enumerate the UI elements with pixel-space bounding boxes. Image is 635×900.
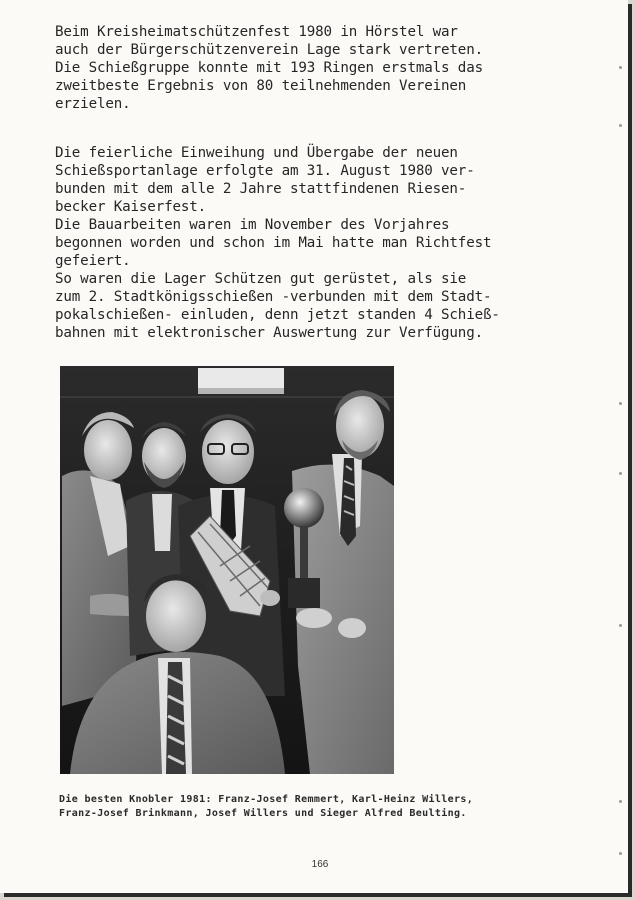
text-line: begonnen worden und schon im Mai hatte man Richtfest bbox=[55, 235, 492, 251]
text-line: bunden mit dem alle 2 Jahre stattfindenen Riesen- bbox=[55, 181, 467, 197]
text-line: Die feierliche Einweihung und Übergabe der neuen bbox=[55, 145, 458, 161]
text-line: So waren die Lager Schützen gut gerüstet, als sie bbox=[55, 271, 467, 287]
scan-speck bbox=[619, 402, 622, 405]
text-line: Beim Kreisheimatschützenfest 1980 in Hörstel war bbox=[55, 24, 458, 40]
scan-speck bbox=[619, 624, 622, 627]
text-line: gefeiert. bbox=[55, 253, 131, 269]
text-line: pokalschießen- einluden, denn jetzt standen 4 Schieß- bbox=[55, 307, 500, 323]
text-line: bahnen mit elektronischer Auswertung zur Verfügung. bbox=[55, 325, 483, 341]
text-line: erzielen. bbox=[55, 96, 131, 112]
caption-line: Franz-Josef Brinkmann, Josef Willers und Sieger Alfred Beulting. bbox=[59, 808, 467, 819]
text-line: Die Bauarbeiten waren im November des Vorjahres bbox=[55, 217, 450, 233]
group-photo bbox=[60, 366, 394, 774]
caption-line: Die besten Knobler 1981: Franz-Josef Remmert, Karl-Heinz Willers, bbox=[59, 794, 474, 805]
text-line: Schießsportanlage erfolgte am 31. August 1980 ver- bbox=[55, 163, 475, 179]
paragraph-kreisheimatschuetzenfest bbox=[55, 23, 555, 113]
text-line: zum 2. Stadtkönigsschießen -verbunden mit dem Stadt- bbox=[55, 289, 492, 305]
scan-speck bbox=[619, 124, 622, 127]
page-number: 166 bbox=[311, 859, 329, 870]
scan-speck bbox=[619, 800, 622, 803]
scan-speck bbox=[619, 852, 622, 855]
paragraph-schiesssportanlage bbox=[55, 144, 555, 342]
scan-speck bbox=[619, 66, 622, 69]
trophy bbox=[284, 488, 324, 528]
photo-caption bbox=[59, 793, 473, 821]
text-line: becker Kaiserfest. bbox=[55, 199, 207, 215]
text-line: zweitbeste Ergebnis von 80 teilnehmenden Vereinen bbox=[55, 78, 467, 94]
scan-speck bbox=[619, 472, 622, 475]
photo-illustration bbox=[60, 366, 394, 774]
text-line: Die Schießgruppe konnte mit 193 Ringen erstmals das bbox=[55, 60, 483, 76]
text-line: auch der Bürgerschützenverein Lage stark vertreten. bbox=[55, 42, 483, 58]
